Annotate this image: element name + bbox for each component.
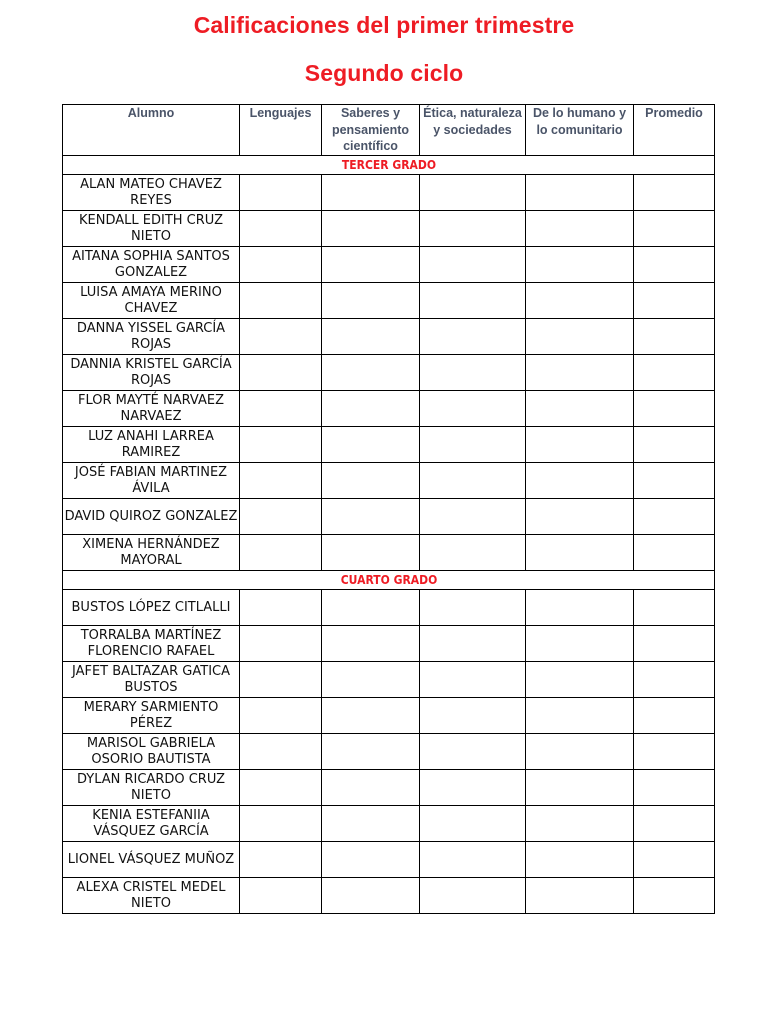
student-name: AITANA SOPHIA SANTOS GONZALEZ [63, 247, 240, 283]
student-name: KENIA ESTEFANIIA VÁSQUEZ GARCÍA [63, 806, 240, 842]
grade-saberes-cell[interactable] [322, 391, 420, 427]
grade-saberes-cell[interactable] [322, 463, 420, 499]
table-row [63, 283, 715, 319]
grade-etica-cell[interactable] [420, 427, 526, 463]
grade-humano-cell[interactable] [526, 770, 634, 806]
grade-lenguajes-cell[interactable] [240, 842, 322, 878]
grade-lenguajes-cell[interactable] [240, 355, 322, 391]
header-saberes: Saberes y pensamiento científico [322, 105, 420, 156]
table-row [63, 319, 715, 355]
grade-saberes-cell[interactable] [322, 734, 420, 770]
grade-promedio-cell[interactable] [634, 319, 715, 355]
grade-lenguajes-cell[interactable] [240, 734, 322, 770]
grade-lenguajes-cell[interactable] [240, 499, 322, 535]
grade-promedio-cell[interactable] [634, 211, 715, 247]
grade-promedio-cell[interactable] [634, 463, 715, 499]
grade-promedio-cell[interactable] [634, 842, 715, 878]
grade-lenguajes-cell[interactable] [240, 247, 322, 283]
grade-saberes-cell[interactable] [322, 319, 420, 355]
grade-promedio-cell[interactable] [634, 698, 715, 734]
grade-lenguajes-cell[interactable] [240, 391, 322, 427]
table-row [63, 499, 715, 535]
grade-humano-cell[interactable] [526, 427, 634, 463]
table-row [63, 211, 715, 247]
grade-lenguajes-cell[interactable] [240, 319, 322, 355]
header-etica: Ética, naturaleza y sociedades [420, 105, 526, 156]
grade-humano-cell[interactable] [526, 662, 634, 698]
grade-humano-cell[interactable] [526, 878, 634, 914]
student-name: LIONEL VÁSQUEZ MUÑOZ [63, 842, 240, 878]
student-name: ALAN MATEO CHAVEZ REYES [63, 175, 240, 211]
grade-promedio-cell[interactable] [634, 770, 715, 806]
grade-promedio-cell[interactable] [634, 535, 715, 571]
student-name: DAVID QUIROZ GONZALEZ [63, 499, 240, 535]
table-row [63, 770, 715, 806]
grade-promedio-cell[interactable] [634, 499, 715, 535]
student-name: BUSTOS LÓPEZ CITLALLI [63, 590, 240, 626]
header-row [63, 105, 715, 156]
grade-etica-cell[interactable] [420, 391, 526, 427]
table-row [63, 535, 715, 571]
table-row [63, 247, 715, 283]
table-row [63, 626, 715, 662]
student-name: TORRALBA MARTÍNEZ FLORENCIO RAFAEL [63, 626, 240, 662]
grade-etica-cell[interactable] [420, 698, 526, 734]
grade-saberes-cell[interactable] [322, 211, 420, 247]
grade-saberes-cell[interactable] [322, 427, 420, 463]
student-name: LUISA AMAYA MERINO CHAVEZ [63, 283, 240, 319]
student-name: DANNIA KRISTEL GARCÍA ROJAS [63, 355, 240, 391]
grade-humano-cell[interactable] [526, 806, 634, 842]
table-row [63, 662, 715, 698]
table-row [63, 463, 715, 499]
grade-lenguajes-cell[interactable] [240, 698, 322, 734]
grade-saberes-cell[interactable] [322, 355, 420, 391]
grade-saberes-cell[interactable] [322, 499, 420, 535]
header-humano: De lo humano y lo comunitario [526, 105, 634, 156]
grade-etica-cell[interactable] [420, 175, 526, 211]
grade-humano-cell[interactable] [526, 698, 634, 734]
grade-saberes-cell[interactable] [322, 698, 420, 734]
grade-promedio-cell[interactable] [634, 247, 715, 283]
grade-humano-cell[interactable] [526, 391, 634, 427]
grade-promedio-cell[interactable] [634, 662, 715, 698]
grade-humano-cell[interactable] [526, 211, 634, 247]
section-row [63, 571, 715, 590]
table-body [63, 156, 715, 914]
grade-saberes-cell[interactable] [322, 662, 420, 698]
grade-saberes-cell[interactable] [322, 626, 420, 662]
grade-etica-cell[interactable] [420, 878, 526, 914]
grade-promedio-cell[interactable] [634, 283, 715, 319]
student-name: KENDALL EDITH CRUZ NIETO [63, 211, 240, 247]
table-row [63, 590, 715, 626]
grade-promedio-cell[interactable] [634, 734, 715, 770]
grade-lenguajes-cell[interactable] [240, 463, 322, 499]
grade-promedio-cell[interactable] [634, 878, 715, 914]
table-row [63, 175, 715, 211]
grade-humano-cell[interactable] [526, 283, 634, 319]
grades-table [62, 104, 715, 914]
section-row [63, 156, 715, 175]
grade-saberes-cell[interactable] [322, 590, 420, 626]
grade-humano-cell[interactable] [526, 734, 634, 770]
grade-lenguajes-cell[interactable] [240, 878, 322, 914]
grade-saberes-cell[interactable] [322, 806, 420, 842]
grade-promedio-cell[interactable] [634, 391, 715, 427]
grade-saberes-cell[interactable] [322, 878, 420, 914]
section-label: TERCER GRADO [95, 156, 682, 175]
table-row [63, 734, 715, 770]
grade-etica-cell[interactable] [420, 770, 526, 806]
grade-lenguajes-cell[interactable] [240, 662, 322, 698]
grade-etica-cell[interactable] [420, 535, 526, 571]
grade-etica-cell[interactable] [420, 463, 526, 499]
student-name: MERARY SARMIENTO PÉREZ [63, 698, 240, 734]
grade-promedio-cell[interactable] [634, 427, 715, 463]
grade-humano-cell[interactable] [526, 626, 634, 662]
table-row [63, 806, 715, 842]
grade-etica-cell[interactable] [420, 662, 526, 698]
grade-humano-cell[interactable] [526, 463, 634, 499]
section-label: CUARTO GRADO [95, 571, 682, 590]
grade-saberes-cell[interactable] [322, 247, 420, 283]
grade-etica-cell[interactable] [420, 806, 526, 842]
grade-lenguajes-cell[interactable] [240, 535, 322, 571]
grade-humano-cell[interactable] [526, 590, 634, 626]
grade-humano-cell[interactable] [526, 499, 634, 535]
grade-humano-cell[interactable] [526, 247, 634, 283]
grade-saberes-cell[interactable] [322, 535, 420, 571]
student-name: JAFET BALTAZAR GATICA BUSTOS [63, 662, 240, 698]
student-name: DANNA YISSEL GARCÍA ROJAS [63, 319, 240, 355]
table-row [63, 427, 715, 463]
student-name: ALEXA CRISTEL MEDEL NIETO [63, 878, 240, 914]
student-name: JOSÉ FABIAN MARTINEZ ÁVILA [63, 463, 240, 499]
grade-lenguajes-cell[interactable] [240, 806, 322, 842]
grade-humano-cell[interactable] [526, 842, 634, 878]
student-name: LUZ ANAHI LARREA RAMIREZ [63, 427, 240, 463]
grade-lenguajes-cell[interactable] [240, 626, 322, 662]
grade-etica-cell[interactable] [420, 355, 526, 391]
grade-etica-cell[interactable] [420, 319, 526, 355]
page-subtitle: Segundo ciclo [304, 60, 464, 86]
grade-etica-cell[interactable] [420, 842, 526, 878]
table-row [63, 391, 715, 427]
grade-lenguajes-cell[interactable] [240, 770, 322, 806]
table-row [63, 878, 715, 914]
grade-etica-cell[interactable] [420, 211, 526, 247]
student-name: MARISOL GABRIELA OSORIO BAUTISTA [63, 734, 240, 770]
grade-humano-cell[interactable] [526, 535, 634, 571]
student-name: XIMENA HERNÁNDEZ MAYORAL [63, 535, 240, 571]
grade-humano-cell[interactable] [526, 355, 634, 391]
table-row [63, 355, 715, 391]
header-alumno: Alumno [63, 105, 240, 156]
student-name: FLOR MAYTÉ NARVAEZ NARVAEZ [63, 391, 240, 427]
grade-saberes-cell[interactable] [322, 283, 420, 319]
header-lenguajes: Lenguajes [240, 105, 322, 156]
header-promedio: Promedio [634, 105, 715, 156]
table-row [63, 842, 715, 878]
grade-etica-cell[interactable] [420, 247, 526, 283]
grade-etica-cell[interactable] [420, 499, 526, 535]
grade-promedio-cell[interactable] [634, 355, 715, 391]
grade-saberes-cell[interactable] [322, 842, 420, 878]
grade-promedio-cell[interactable] [634, 175, 715, 211]
grade-saberes-cell[interactable] [322, 175, 420, 211]
grade-lenguajes-cell[interactable] [240, 590, 322, 626]
grade-promedio-cell[interactable] [634, 626, 715, 662]
student-name: DYLAN RICARDO CRUZ NIETO [63, 770, 240, 806]
grade-lenguajes-cell[interactable] [240, 211, 322, 247]
grade-lenguajes-cell[interactable] [240, 427, 322, 463]
grade-humano-cell[interactable] [526, 319, 634, 355]
grade-etica-cell[interactable] [420, 590, 526, 626]
grade-etica-cell[interactable] [420, 283, 526, 319]
grade-lenguajes-cell[interactable] [240, 283, 322, 319]
grade-promedio-cell[interactable] [634, 590, 715, 626]
grade-lenguajes-cell[interactable] [240, 175, 322, 211]
grade-etica-cell[interactable] [420, 734, 526, 770]
table-row [63, 698, 715, 734]
grade-etica-cell[interactable] [420, 626, 526, 662]
grade-saberes-cell[interactable] [322, 770, 420, 806]
grade-humano-cell[interactable] [526, 175, 634, 211]
grade-promedio-cell[interactable] [634, 806, 715, 842]
page-title: Calificaciones del primer trimestre [193, 12, 575, 38]
